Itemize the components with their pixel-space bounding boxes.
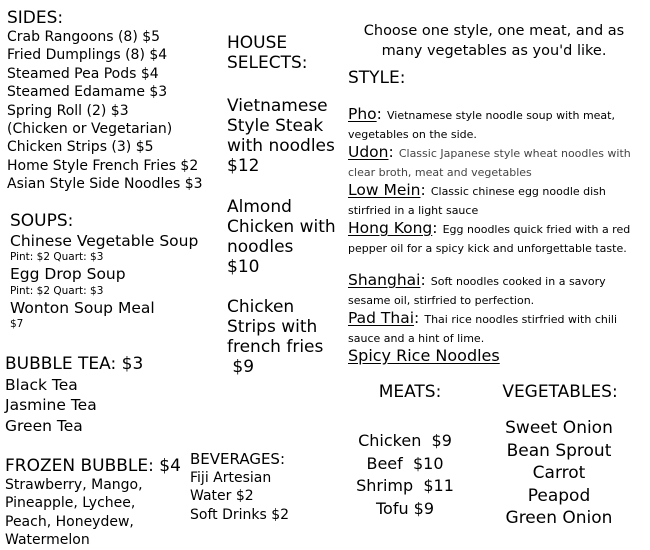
style-item-pho: Pho: Vietnamese style noodle soup with meat, vegetables on the side. <box>348 105 615 141</box>
style-desc: Thai rice noodles stirfried with chili sauce and a hint of lime. <box>348 313 618 345</box>
heading-line: HOUSE <box>227 33 288 53</box>
soup-name: Chinese Vegetable Soup <box>10 232 199 250</box>
soup-price: Pint: $2 Quart: $3 <box>10 284 104 297</box>
item-line: with noodles <box>227 136 335 156</box>
style-item-pad-thai: Pad Thai: Thai rice noodles stirfried with chili sauce and a hint of lime. <box>348 309 618 345</box>
soup-name: Egg Drop Soup <box>10 265 126 284</box>
soups-heading: SOUPS: <box>10 211 74 231</box>
menu-item: Spring Roll (2) $3 <box>7 102 129 119</box>
beverage-line: Soft Drinks $2 <box>190 506 290 523</box>
menu-item: Steamed Edamame $3 <box>7 84 168 101</box>
beverages-section <box>190 449 289 524</box>
style-heading: STYLE: <box>348 68 406 88</box>
style-item-spicy-rice-noodles <box>348 346 644 365</box>
meats-list <box>340 430 470 520</box>
style-name: Hong Kong <box>348 219 433 237</box>
item-line: Strips with <box>227 317 318 337</box>
item-line: Style Steak <box>227 116 324 136</box>
soup-name: Wonton Soup Meal <box>10 298 155 317</box>
heading-line: SELECTS: <box>227 53 308 73</box>
item-price: $12 <box>227 156 260 176</box>
item-line: Vietnamese <box>227 96 328 116</box>
menu-item: Crab Rangoons (8) $5 <box>7 29 161 45</box>
meat-item: Chicken $9 <box>358 431 452 450</box>
meat-item: Shrimp $11 <box>356 476 454 495</box>
item-price: $10 <box>227 257 260 277</box>
house-select-item <box>227 96 335 176</box>
vegetable-item: Carrot <box>532 463 586 483</box>
menu-item: Steamed Pea Pods $4 <box>7 65 159 82</box>
vegetable-item: Green Onion <box>505 508 613 528</box>
soups-section <box>10 212 198 331</box>
item-line: Almond <box>227 197 292 217</box>
item-line: Chicken <box>227 297 295 317</box>
style-name: Spicy Rice Noodles <box>348 346 500 365</box>
soup-price: Pint: $2 Quart: $3 <box>10 251 104 264</box>
item-line: french fries <box>227 337 324 357</box>
style-name: Udon <box>348 143 389 161</box>
sides-section <box>7 9 203 194</box>
bubble-tea-section <box>5 354 143 436</box>
style-item-hong-kong: Hong Kong: Egg noodles quick fried with a red pepper oil for a spicy kick and unforgettable taste. <box>348 219 631 255</box>
style-desc: Soft noodles cooked in a savory sesame oil, stirfried to perfection. <box>348 275 606 307</box>
style-desc: Classic chinese egg noodle dish stirfried in a light sauce <box>348 185 606 217</box>
menu-item-note: (Chicken or Vegetarian) <box>7 121 173 138</box>
vegetable-item: Peapod <box>527 485 591 506</box>
flavor-line: Pineapple, Lychee, <box>5 495 136 512</box>
house-select-item <box>227 197 336 277</box>
style-item-shanghai: Shanghai: Soft noodles cooked in a savory sesame oil, stirfried to perfection. <box>348 271 606 307</box>
menu-item: Chicken Strips (3) $5 <box>7 139 154 156</box>
menu-item: Asian Style Side Noodles $3 <box>7 176 203 193</box>
tea-item: Green Tea <box>5 416 83 435</box>
vegetable-item: Bean Sprout <box>506 440 612 461</box>
style-item-low-mein: Low Mein: Classic chinese egg noodle dish stirfried in a light sauce <box>348 181 606 217</box>
style-name: Shanghai <box>348 271 421 289</box>
house-select-item <box>227 297 323 377</box>
flavor-line: Watermelon <box>5 532 90 549</box>
beverages-heading: BEVERAGES: <box>190 450 285 468</box>
item-price: $9 <box>227 357 255 377</box>
intro-line: Choose one style, one meat, and as <box>363 23 625 39</box>
frozen-bubble-heading: FROZEN BUBBLE: $4 <box>5 456 181 476</box>
flavor-line: Peach, Honeydew, <box>5 513 134 530</box>
vegetables-list <box>488 417 630 530</box>
style-desc: Vietnamese style noodle soup with meat, vegetables on the side. <box>348 109 615 141</box>
style-desc: Classic Japanese style wheat noodles with clear broth, meat and vegetables <box>348 147 631 179</box>
meat-item: Tofu $9 <box>375 498 435 518</box>
tea-item: Jasmine Tea <box>5 396 97 415</box>
beverage-line: Water $2 <box>190 488 254 505</box>
house-selects-heading <box>227 33 308 73</box>
menu-item: Home Style French Fries $2 <box>7 157 199 174</box>
item-line: noodles <box>227 237 294 257</box>
style-item-udon: Udon: Classic Japanese style wheat noodles with clear broth, meat and vegetables <box>348 143 631 179</box>
intro-line: many vegetables as you'd like. <box>381 43 607 59</box>
meat-item: Beef $10 <box>366 453 444 473</box>
style-name: Low Mein <box>348 181 421 199</box>
flavor-line: Strawberry, Mango, <box>5 477 143 493</box>
soup-price: $7 <box>10 317 24 330</box>
style-name: Pad Thai <box>348 309 415 327</box>
frozen-bubble-section <box>5 456 181 550</box>
meats-heading: MEATS: <box>378 382 442 402</box>
intro-text <box>344 21 644 61</box>
menu-item: Fried Dumplings (8) $4 <box>7 47 168 64</box>
item-line: Chicken with <box>227 217 336 237</box>
style-name: Pho <box>348 105 377 123</box>
style-desc: Egg noodles quick fried with a red pepper oil for a spicy kick and unforgettable taste. <box>348 223 631 255</box>
sides-heading: SIDES: <box>7 8 64 28</box>
vegetable-item: Sweet Onion <box>505 418 613 438</box>
tea-item: Black Tea <box>5 376 78 394</box>
bubble-tea-heading: BUBBLE TEA: $3 <box>5 354 144 374</box>
vegetables-heading: VEGETABLES: <box>502 382 618 402</box>
beverage-line: Fiji Artesian <box>190 470 272 486</box>
